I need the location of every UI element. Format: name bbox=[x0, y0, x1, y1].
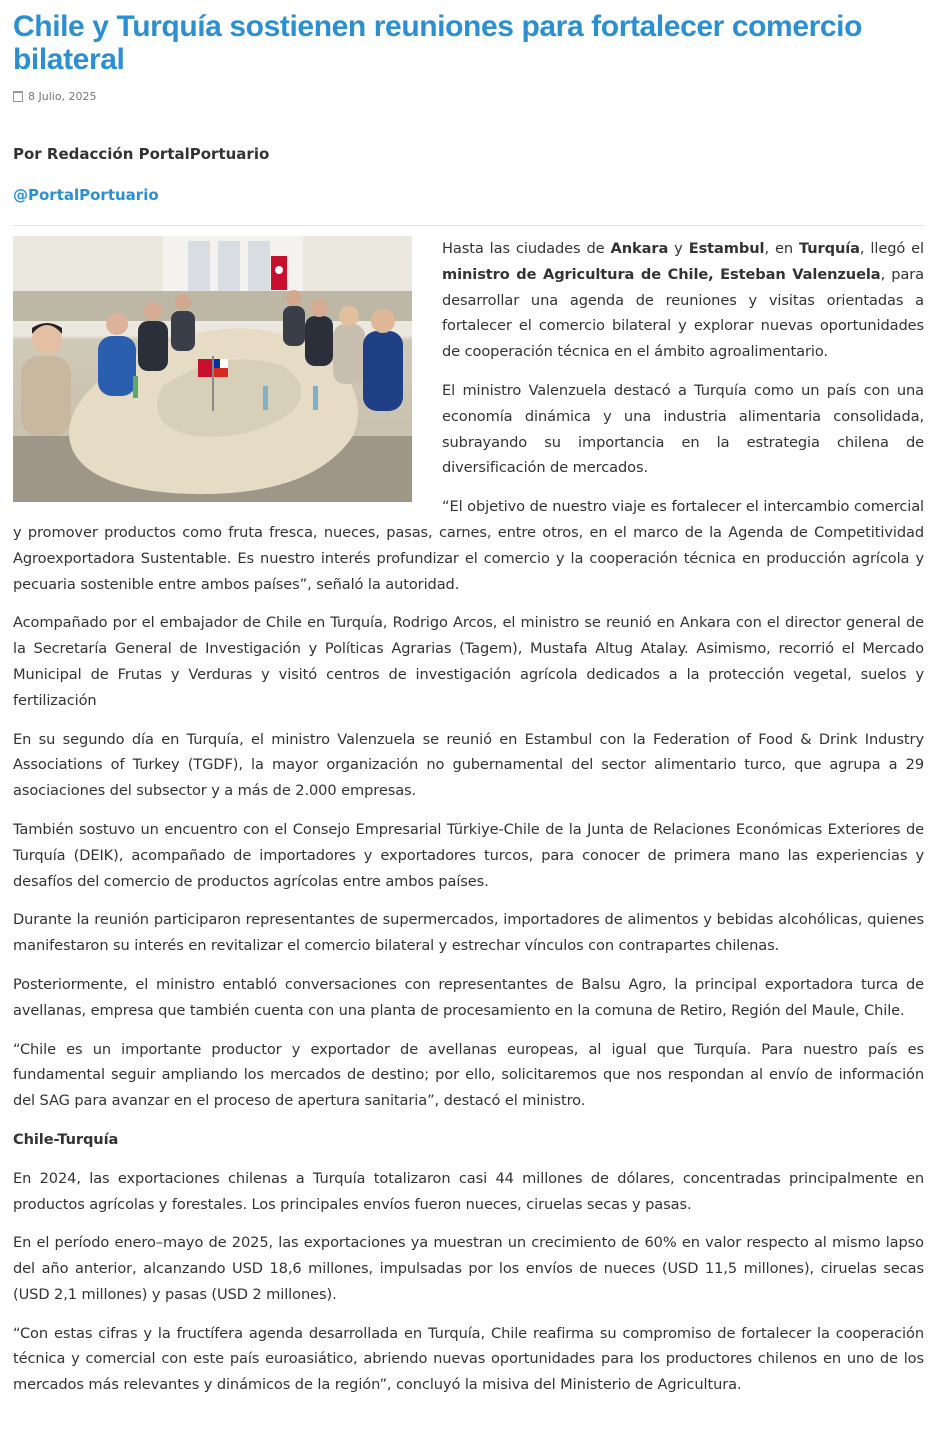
paragraph: También sostuvo un encuentro con el Consejo Empresarial Türkiye-Chile de la Junta de Relaciones Económicas Exteriores de Turquía (DEIK), acompañado de importadores y exportadores turcos, para conocer de primera mano las experiencias y desafíos del comercio de productos agrícolas entre ambos países. bbox=[13, 820, 924, 890]
paragraph: “El objetivo de nuestro viaje es fortalecer el intercambio comercial y promover productos como fruta fresca, nueces, pasas, carnes, entre otros, en el marco de la Agenda de Competitividad Agroexportadora Sustentable. Es nuestro interés profundizar el comercio y la cooperación técnica en producción agrícola y pecuaria sostenible entre ambos países”, señaló la autoridad. bbox=[13, 498, 924, 593]
paragraph: “Chile es un importante productor y exportador de avellanas europeas, al igual que Turquía. Para nuestro país es fundamental seguir ampliando los mercados de destino; por ello, solicitaremos que nos respondan al envío de información del SAG para avanzar en el proceso de apertura sanitaria”, destacó el ministro. bbox=[13, 1040, 924, 1110]
divider bbox=[13, 225, 924, 226]
calendar-icon bbox=[13, 91, 23, 102]
paragraph: Posteriormente, el ministro entabló conversaciones con representantes de Balsu Agro, la principal exportadora turca de avellanas, empresa que también cuenta con una planta de procesamiento en la comuna de Retiro, Región del Maule, Chile. bbox=[13, 975, 924, 1019]
paragraph: Acompañado por el embajador de Chile en Turquía, Rodrigo Arcos, el ministro se reunió en Ankara con el director general de la Secretaría General de Investigación y Políticas Agrarias (Tagem), Mustafa Altug Atalay. Asimismo, recorrió el Mercado Municipal de Frutas y Verduras y visitó centros de investigación agrícola dedicados a la protección vegetal, suelos y fertilización bbox=[13, 614, 924, 709]
paragraph: En su segundo día en Turquía, el ministro Valenzuela se reunió en Estambul con la Federation of Food & Drink Industry Associations of Turkey (TGDF), la mayor organización no gubernamental del sector alimentario turco, que agrupa a 29 asociaciones del subsector y a más de 2.000 empresas. bbox=[13, 730, 924, 800]
paragraph: El ministro Valenzuela destacó a Turquía como un país con una economía dinámica y una industria alimentaria consolidada, subrayando su importancia en la estrategia chilena de diversificación de mercados. bbox=[442, 381, 924, 477]
paragraph: Durante la reunión participaron representantes de supermercados, importadores de alimentos y bebidas alcohólicas, quienes manifestaron su interés en revitalizar el comercio bilateral y estrechar vínculos con contrapartes chilenas. bbox=[13, 911, 924, 955]
article-body bbox=[13, 236, 924, 1411]
article-date bbox=[13, 90, 97, 103]
paragraph: “Con estas cifras y la fructífera agenda desarrollada en Turquía, Chile reafirma su compromiso de fortalecer la cooperación técnica y comercial con este país euroasiático, abriendo nuevas oportunidades para los productores chilenos en uno de los mercados más relevantes y dinámicos de la región”, concluyó la misiva del Ministerio de Agricultura. bbox=[13, 1324, 924, 1394]
article-title: Chile y Turquía sostienen reuniones para fortalecer comercio bilateral bbox=[13, 10, 863, 76]
subheading: Chile-Turquía bbox=[13, 1130, 119, 1148]
meeting-photo bbox=[13, 236, 412, 502]
paragraph: Hasta las ciudades de Ankara y Estambul, en Turquía, llegó el ministro de Agricultura de Chile, Esteban Valenzuela, para desarrollar una agenda de reuniones y visitas orientadas a fortalecer el comercio bilateral y explorar nuevas oportunidades de cooperación técnica en el ámbito agroalimentario. bbox=[442, 240, 925, 361]
date-text: 8 Julio, 2025 bbox=[28, 90, 97, 103]
paragraph: En 2024, las exportaciones chilenas a Turquía totalizaron casi 44 millones de dólares, concentradas principalmente en productos agrícolas y forestales. Los principales envíos fueron nueces, ciruelas secas y pasas. bbox=[13, 1169, 924, 1213]
paragraph: En el período enero–mayo de 2025, las exportaciones ya muestran un crecimiento de 60% en valor respecto al mismo lapso del año anterior, alcanzando USD 18,6 millones, impulsadas por los envíos de nueces (USD 11,5 millones), ciruelas secas (USD 2,1 millones) y pasas (USD 2 millones). bbox=[13, 1234, 924, 1303]
twitter-handle-link[interactable]: @PortalPortuario bbox=[13, 186, 159, 204]
byline: Por Redacción PortalPortuario bbox=[13, 145, 270, 163]
